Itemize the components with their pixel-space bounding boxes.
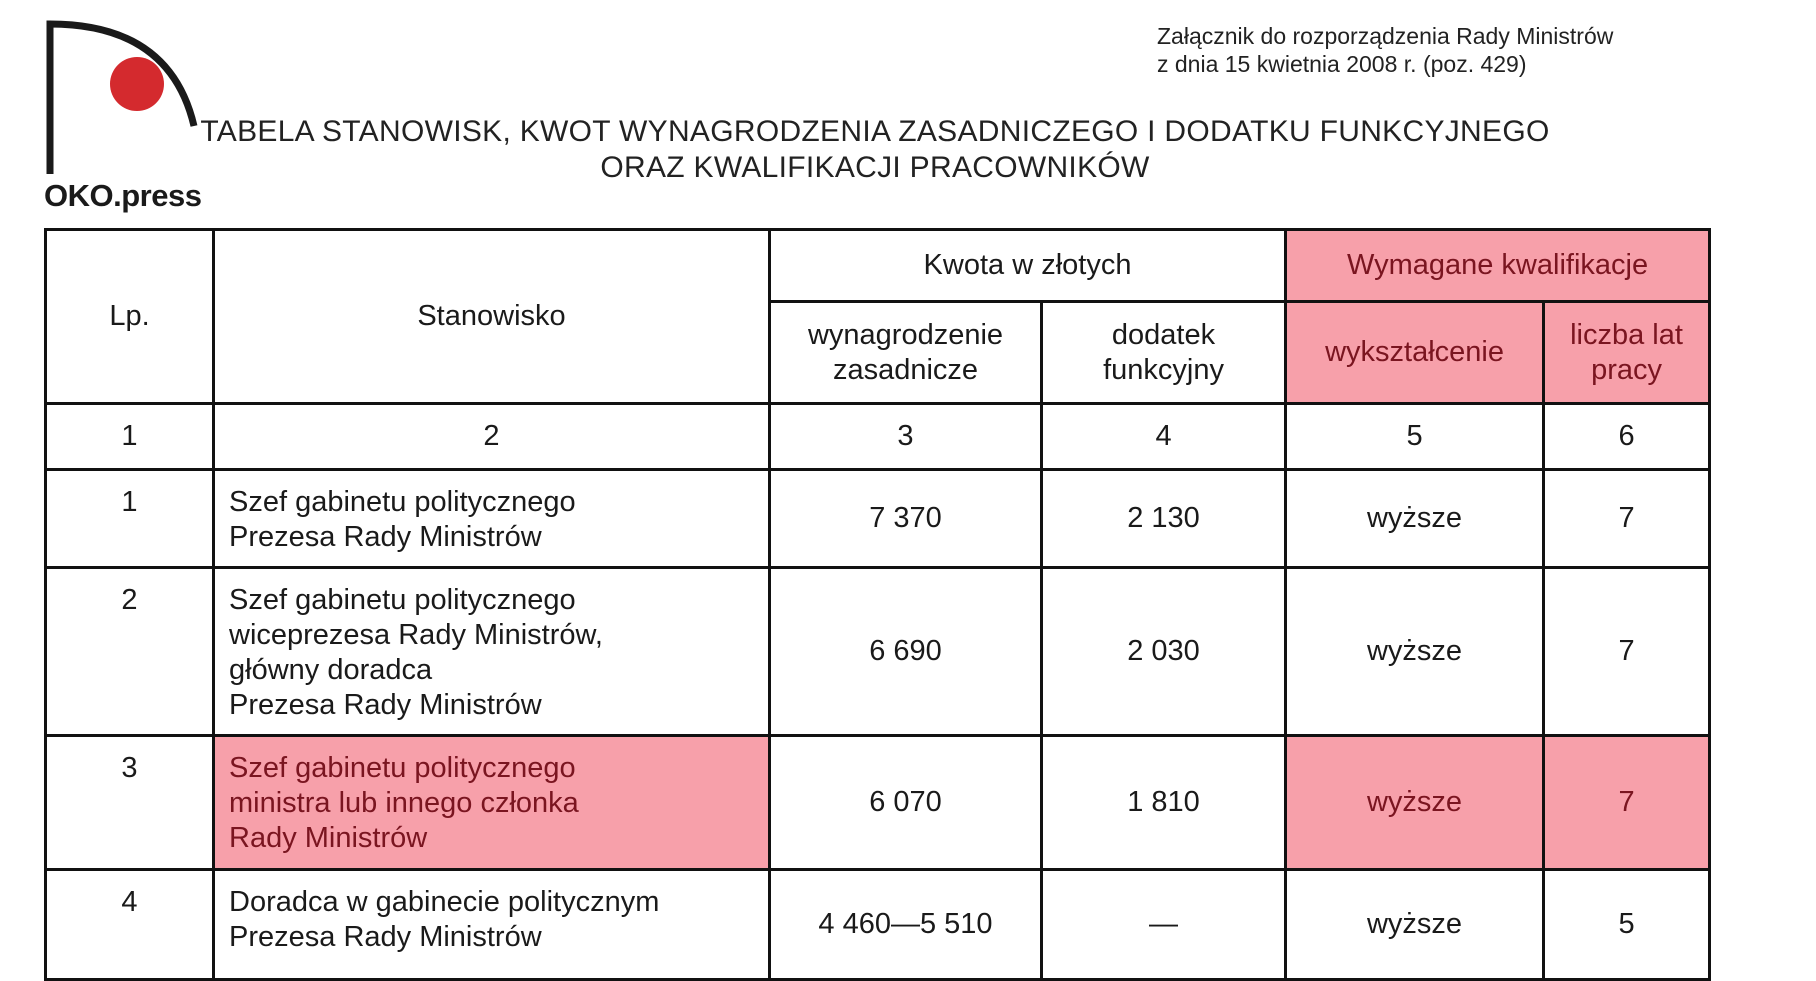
logo-text: OKO.press [44, 178, 202, 213]
col-number: 4 [1042, 404, 1286, 470]
col-number: 5 [1286, 404, 1544, 470]
row-stanowisko-line: główny doradca [229, 654, 433, 686]
row-wynagrodzenie: 7 370 [770, 470, 1042, 568]
header-lata-line-1: liczba lat [1570, 318, 1683, 351]
row-stanowisko-line: wiceprezesa Rady Ministrów, [229, 619, 603, 651]
row-dodatek: 2 030 [1042, 568, 1286, 736]
row-dodatek: 2 130 [1042, 470, 1286, 568]
col-number: 2 [214, 404, 770, 470]
header-stanowisko: Stanowisko [214, 230, 770, 404]
row-lata: 7 [1544, 568, 1710, 736]
red-dot-icon [110, 57, 164, 111]
header-wyksztalcenie: wykształcenie [1286, 302, 1544, 404]
row-stanowisko-line: Szef gabinetu politycznego [229, 752, 576, 784]
table-row [46, 870, 1710, 980]
row-stanowisko-line: Doradca w gabinecie politycznym [229, 886, 660, 918]
title-line-1: TABELA STANOWISK, KWOT WYNAGRODZENIA ZASADNICZEGO I DODATKU FUNKCYJNEGO [200, 115, 1550, 148]
column-number-row [46, 404, 1710, 470]
row-dodatek: — [1042, 870, 1286, 980]
col-number: 3 [770, 404, 1042, 470]
row-stanowisko-line: Prezesa Rady Ministrów [229, 521, 542, 553]
title-line-2: ORAZ KWALIFIKACJI PRACOWNIKÓW [600, 151, 1150, 184]
annex-line-2: z dnia 15 kwietnia 2008 r. (poz. 429) [1157, 51, 1527, 77]
row-lata: 7 [1544, 470, 1710, 568]
row-stanowisko [214, 470, 770, 568]
row-lp: 3 [46, 736, 214, 870]
row-wyksztalcenie: wyższe [1286, 470, 1544, 568]
row-wyksztalcenie: wyższe [1286, 736, 1544, 870]
header-row-top [46, 230, 1710, 302]
header-wynagrodzenie [770, 302, 1042, 404]
row-wynagrodzenie: 6 070 [770, 736, 1042, 870]
header-wynagrodzenie-line-2: zasadnicze [832, 353, 979, 386]
header-lata [1544, 302, 1710, 404]
col-number: 1 [46, 404, 214, 470]
header-kwota: Kwota w złotych [770, 230, 1286, 302]
header-lata-line-2: pracy [1591, 353, 1662, 386]
row-lata: 5 [1544, 870, 1710, 980]
row-stanowisko-line: Szef gabinetu politycznego [229, 584, 576, 616]
row-wynagrodzenie: 4 460—5 510 [770, 870, 1042, 980]
annex-line-1: Załącznik do rozporządzenia Rady Ministrów [1157, 23, 1614, 49]
table-row [46, 470, 1710, 568]
row-stanowisko-line: ministra lub innego członka [229, 787, 579, 819]
table-row [46, 568, 1710, 736]
row-wyksztalcenie: wyższe [1286, 568, 1544, 736]
positions-table [44, 228, 1711, 981]
row-lp: 1 [46, 470, 214, 568]
header-wynagrodzenie-line-1: wynagrodzenie [807, 318, 1004, 351]
header-kwalifikacje: Wymagane kwalifikacje [1286, 230, 1710, 302]
header-lp: Lp. [46, 230, 214, 404]
header-dodatek-line-1: dodatek [1111, 318, 1216, 351]
row-stanowisko-line: Rady Ministrów [229, 822, 428, 854]
row-wynagrodzenie: 6 690 [770, 568, 1042, 736]
row-lp: 4 [46, 870, 214, 980]
row-lata: 7 [1544, 736, 1710, 870]
row-stanowisko [214, 736, 770, 870]
row-stanowisko [214, 870, 770, 980]
document-title [100, 114, 1650, 186]
row-wyksztalcenie: wyższe [1286, 870, 1544, 980]
row-stanowisko-line: Szef gabinetu politycznego [229, 486, 576, 518]
row-stanowisko [214, 568, 770, 736]
row-lp: 2 [46, 568, 214, 736]
table-row-highlighted [46, 736, 1710, 870]
row-dodatek: 1 810 [1042, 736, 1286, 870]
header-dodatek-line-2: funkcyjny [1103, 353, 1224, 386]
row-stanowisko-line: Prezesa Rady Ministrów [229, 921, 542, 953]
col-number: 6 [1544, 404, 1710, 470]
annex-note [1157, 22, 1613, 78]
row-stanowisko-line: Prezesa Rady Ministrów [229, 689, 542, 721]
header-dodatek [1042, 302, 1286, 404]
